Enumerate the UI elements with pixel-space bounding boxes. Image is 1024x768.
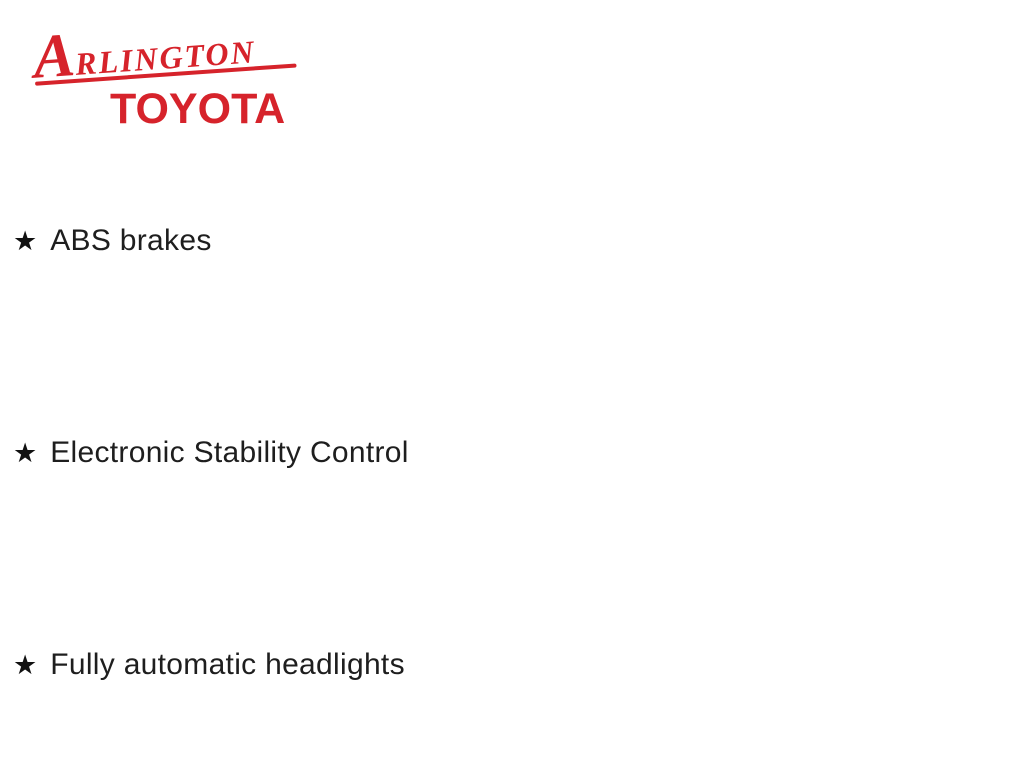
bullet-label: Fully automatic headlights	[50, 648, 405, 681]
list-item-abs-brakes	[13, 221, 212, 261]
logo-arlington-wordmark	[30, 8, 304, 92]
logo-arlington-rest: RLINGTON	[73, 33, 257, 82]
bullet-label: ABS brakes	[50, 224, 212, 257]
star-bullet-icon: ★	[13, 437, 38, 468]
star-bullet-icon: ★	[13, 225, 38, 256]
star-bullet-icon: ★	[13, 649, 38, 680]
list-item-fully-automatic-headlights	[13, 645, 405, 685]
arlington-toyota-logo	[30, 20, 306, 133]
logo-arlington-initial: A	[30, 20, 77, 92]
bullet-label: Electronic Stability Control	[50, 436, 409, 469]
logo-toyota-wordmark: TOYOTA	[110, 85, 286, 133]
list-item-electronic-stability-control	[13, 433, 409, 473]
